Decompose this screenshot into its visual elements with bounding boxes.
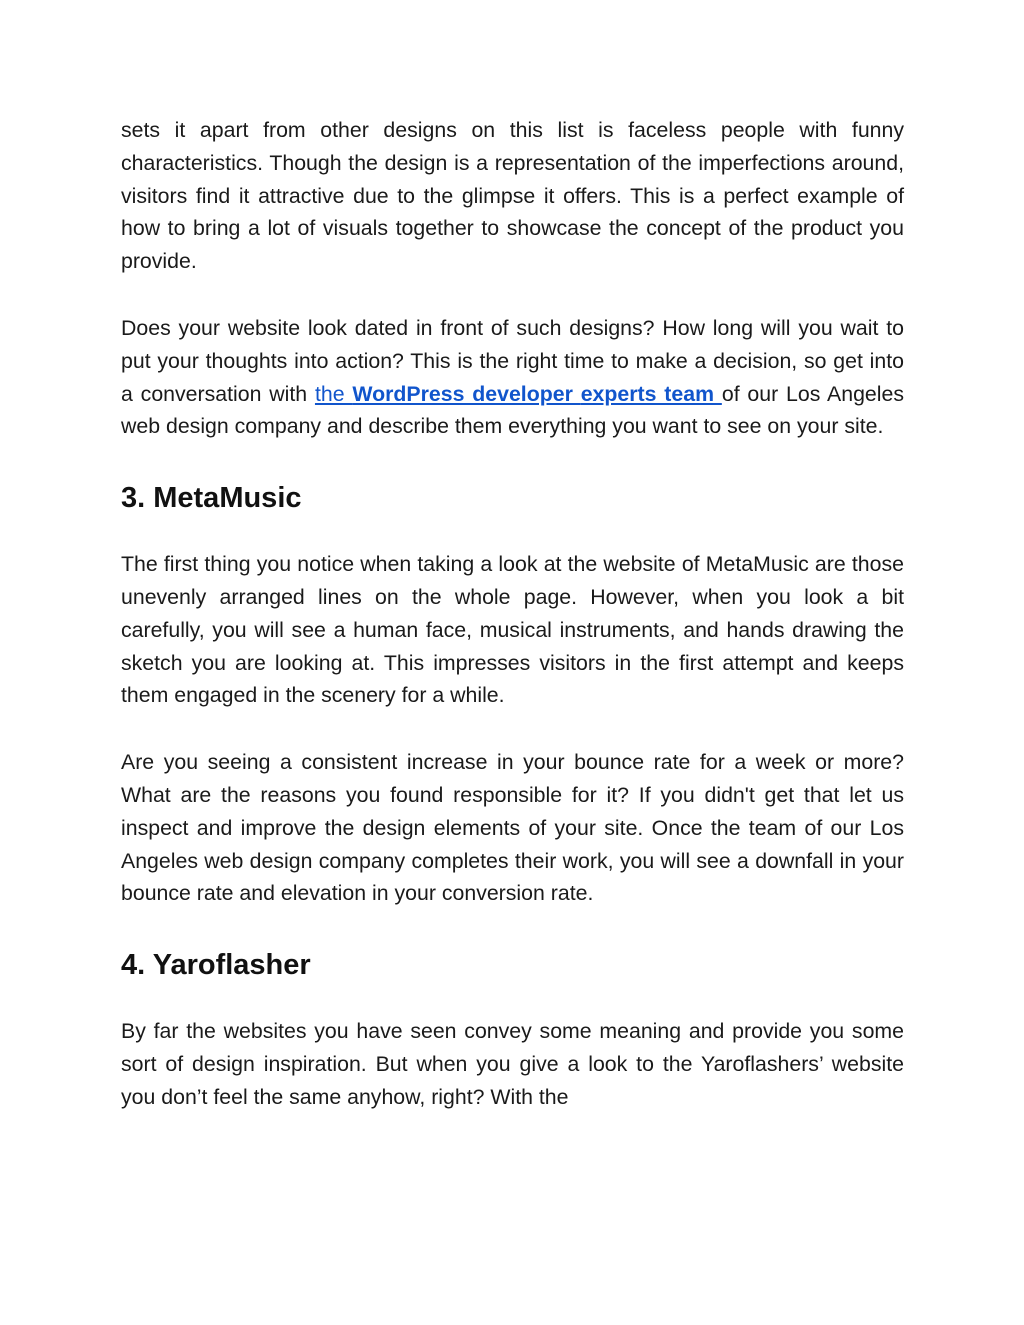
- paragraph-text: of our Los Angeles web design company and describe them everything you want to see on your site.: [121, 381, 904, 439]
- heading-yaroflasher: 4. Yaroflasher: [121, 949, 311, 982]
- link-the[interactable]: the: [314, 381, 353, 406]
- paragraph-yaroflasher-description: By far the websites you have seen convey some meaning and provide you some sort of design inspiration. But when you give a look to the Yaroflashers’ website you don’t feel the same anyhow, right? With the: [121, 1019, 904, 1109]
- heading-metamusic: 3. MetaMusic: [121, 482, 302, 515]
- link-wordpress-developer[interactable]: WordPress developer: [352, 381, 581, 406]
- document-page: [121, 114, 904, 1114]
- link-experts-team[interactable]: experts team: [580, 381, 722, 406]
- paragraph-bounce-rate: Are you seeing a consistent increase in your bounce rate for a week or more? What are the reasons you found responsible for it? If you didn't get that let us inspect and improve the design elements of your site. Once the team of our Los Angeles web design company completes their work, you will see a downfall in your bounce rate and elevation in your conversion rate.: [121, 750, 904, 906]
- paragraph-text: Does your website look dated in front of such designs? How long will you wait to put your thoughts into action? This is the right time to make a decision, so get into a conversation with: [121, 315, 904, 406]
- paragraph-website-dated: [121, 312, 904, 443]
- paragraph-faceless-people: sets it apart from other designs on this list is faceless people with funny characteristics. Though the design is a representation of the imperfections around, visitors find it attractive due to the glimpse it offers. This is a perfect example of how to bring a lot of visuals together to showcase the concept of the product you provide.: [121, 118, 904, 274]
- paragraph-metamusic-description: The first thing you notice when taking a look at the website of MetaMusic are those unevenly arranged lines on the whole page. However, when you look a bit carefully, you will see a human face, musical instruments, and hands drawing the sketch you are looking at. This impresses visitors in the first attempt and keeps them engaged in the scenery for a while.: [121, 552, 904, 708]
